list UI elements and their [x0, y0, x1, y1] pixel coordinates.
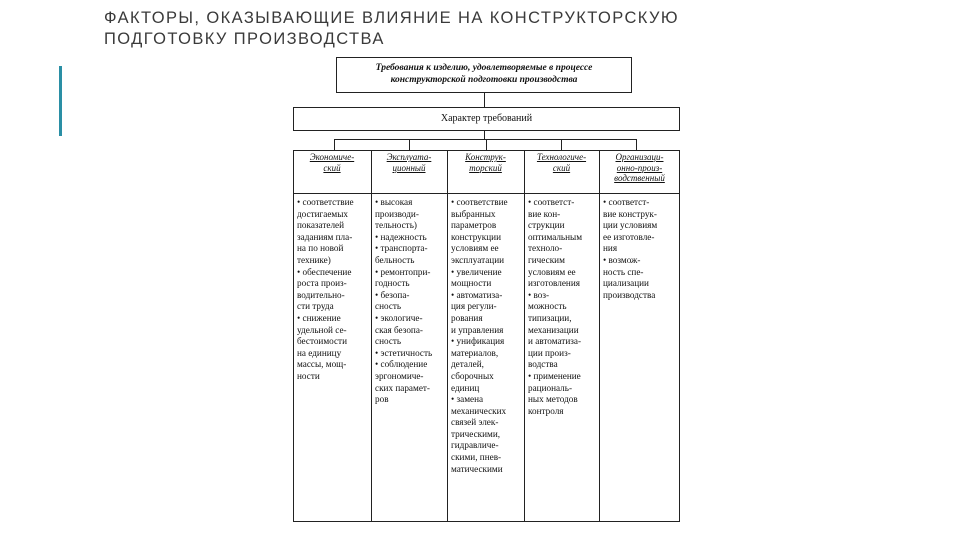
requirement-line: ции условиям: [603, 220, 658, 231]
requirement-line: типизации,: [528, 312, 572, 323]
requirement-line: • применение: [528, 370, 581, 381]
requirement-line: • соблюдение: [375, 359, 428, 370]
connector-char: [484, 131, 485, 139]
requirement-line: • соответст-: [603, 197, 650, 207]
requirement-line: условиям ее: [528, 266, 576, 277]
requirement-line: технике): [297, 254, 331, 265]
requirement-line: заданиям пла-: [297, 231, 353, 242]
column-header-line: водственный: [614, 173, 665, 183]
requirement-line: мощности: [451, 278, 492, 289]
column-body-5: [599, 197, 680, 301]
requirement-line: деталей,: [451, 359, 484, 370]
requirement-line: трическими,: [451, 428, 501, 439]
requirement-line: • автоматиза-: [451, 289, 503, 300]
requirement-line: матическими: [451, 463, 503, 474]
requirement-line: ности: [297, 370, 320, 381]
column-header-3: [447, 150, 524, 194]
requirement-line: условиям ее: [451, 243, 499, 254]
requirement-line: материалов,: [451, 347, 499, 358]
requirement-line: • эстетичность: [375, 347, 433, 358]
requirement-line: достигаемых: [297, 208, 349, 219]
top-box-line-2: конструкторской подготовки производства: [390, 75, 578, 85]
requirement-line: • высокая: [375, 197, 413, 207]
column-body-4: [524, 197, 599, 417]
requirement-line: водства: [528, 359, 558, 370]
connector-top: [484, 93, 485, 107]
column-header-line: Экономиче-: [309, 152, 355, 162]
requirement-line: роста произ-: [297, 278, 347, 289]
requirement-line: • транспорта-: [375, 243, 428, 254]
requirement-line: бестоимости: [297, 336, 347, 347]
requirement-line: гидравличе-: [451, 440, 499, 451]
requirement-line: показателей: [297, 220, 345, 231]
requirement-line: • увеличение: [451, 266, 502, 277]
requirement-line: связей элек-: [451, 417, 499, 428]
slide-title-line-1: ФАКТОРЫ, ОКАЗЫВАЮЩИЕ ВЛИЯНИЕ НА КОНСТРУКТОРСКУЮ: [104, 9, 679, 27]
connector-col-4: [561, 139, 562, 150]
requirement-line: механизации: [528, 324, 579, 335]
column-header-line: торский: [469, 162, 502, 173]
requirement-line: • соответст-: [528, 197, 575, 207]
requirement-line: бельность: [375, 254, 415, 265]
requirement-line: производи-: [375, 208, 419, 219]
requirement-line: техноло-: [528, 243, 563, 254]
requirement-line: рациональ-: [528, 382, 573, 393]
requirement-line: тельность): [375, 220, 417, 231]
requirement-line: и автоматиза-: [528, 336, 582, 347]
requirement-line: оптимальным: [528, 231, 583, 242]
requirement-line: • унификация: [451, 336, 505, 347]
requirement-line: механических: [451, 405, 507, 416]
connector-col-2: [409, 139, 410, 150]
requirement-line: • возмож-: [603, 254, 641, 265]
requirement-line: • надежность: [375, 231, 427, 242]
requirement-line: на по новой: [297, 243, 344, 254]
requirement-line: сность: [375, 301, 402, 312]
slide-title-line-2: ПОДГОТОВКУ ПРОИЗВОДСТВА: [104, 30, 385, 48]
column-header-2: [371, 150, 447, 194]
requirement-line: циализации: [603, 278, 649, 289]
requirement-line: вие конструк-: [603, 208, 657, 219]
requirement-line: • обеспечение: [297, 266, 352, 277]
requirement-line: • экологиче-: [375, 312, 423, 323]
requirement-line: ность спе-: [603, 266, 644, 277]
requirement-line: ции произ-: [528, 347, 571, 358]
requirement-line: водительно-: [297, 289, 345, 300]
column-body-3: [447, 197, 524, 475]
requirement-line: ских парамет-: [375, 382, 430, 393]
requirement-line: удельной се-: [297, 324, 347, 335]
requirement-line: ных методов: [528, 394, 578, 405]
column-header-line: ский: [552, 162, 571, 173]
requirement-line: ция регули-: [451, 301, 497, 312]
requirement-line: сборочных: [451, 370, 494, 381]
requirement-line: • снижение: [297, 312, 341, 323]
column-header-line: Технологиче-: [536, 152, 587, 162]
requirement-line: гическим: [528, 254, 565, 265]
requirement-line: контроля: [528, 405, 564, 416]
requirement-line: • безопа-: [375, 289, 410, 300]
column-body-2: [371, 197, 447, 406]
column-header-line: онно-произ-: [616, 162, 663, 173]
requirement-line: ров: [375, 394, 389, 405]
requirement-line: годность: [375, 278, 410, 289]
requirement-line: конструкции: [451, 231, 501, 242]
connector-col-5: [636, 139, 637, 150]
requirement-line: эргономиче-: [375, 370, 424, 381]
requirement-line: струкции: [528, 220, 565, 231]
column-header-5: [599, 150, 680, 194]
requirement-line: • соответствие: [297, 197, 354, 207]
requirement-line: • ремонтопри-: [375, 266, 431, 277]
requirement-line: • замена: [451, 394, 484, 405]
requirement-line: параметров: [451, 220, 497, 231]
requirement-line: можность: [528, 301, 567, 312]
requirement-line: массы, мощ-: [297, 359, 347, 370]
requirement-line: вие кон-: [528, 208, 561, 219]
column-header-1: [293, 150, 371, 194]
requirement-line: ния: [603, 243, 618, 254]
column-header-line: Конструк-: [465, 152, 506, 162]
column-header-line: ционный: [392, 162, 426, 173]
requirement-line: выбранных: [451, 208, 496, 219]
connector-col-3: [486, 139, 487, 150]
requirement-line: на единицу: [297, 347, 342, 358]
column-header-line: Организаци-: [615, 152, 664, 162]
requirement-line: изготовления: [528, 278, 580, 289]
requirement-line: скими, пнев-: [451, 452, 502, 463]
product-requirements-box: [336, 57, 632, 93]
requirement-line: рования: [451, 312, 483, 323]
requirement-line: эксплуатации: [451, 254, 505, 265]
column-header-line: ский: [323, 162, 341, 173]
requirement-line: • воз-: [528, 289, 550, 300]
column-body-1: [293, 197, 371, 383]
requirement-line: • соответствие: [451, 197, 508, 207]
requirement-line: производства: [603, 289, 656, 300]
requirement-line: и управления: [451, 324, 504, 335]
top-box-line-1: Требования к изделию, удовлетворяемые в процессе: [375, 63, 593, 73]
requirement-line: единиц: [451, 382, 480, 393]
requirements-character-box: Характер требований: [293, 107, 680, 131]
connector-col-1: [334, 139, 335, 150]
requirement-line: ская безопа-: [375, 324, 423, 335]
requirement-line: сти труда: [297, 301, 334, 312]
column-header-4: [524, 150, 599, 194]
requirement-line: сность: [375, 336, 402, 347]
column-header-line: Эксплуата-: [386, 152, 432, 162]
requirement-line: ее изготовле-: [603, 231, 655, 242]
